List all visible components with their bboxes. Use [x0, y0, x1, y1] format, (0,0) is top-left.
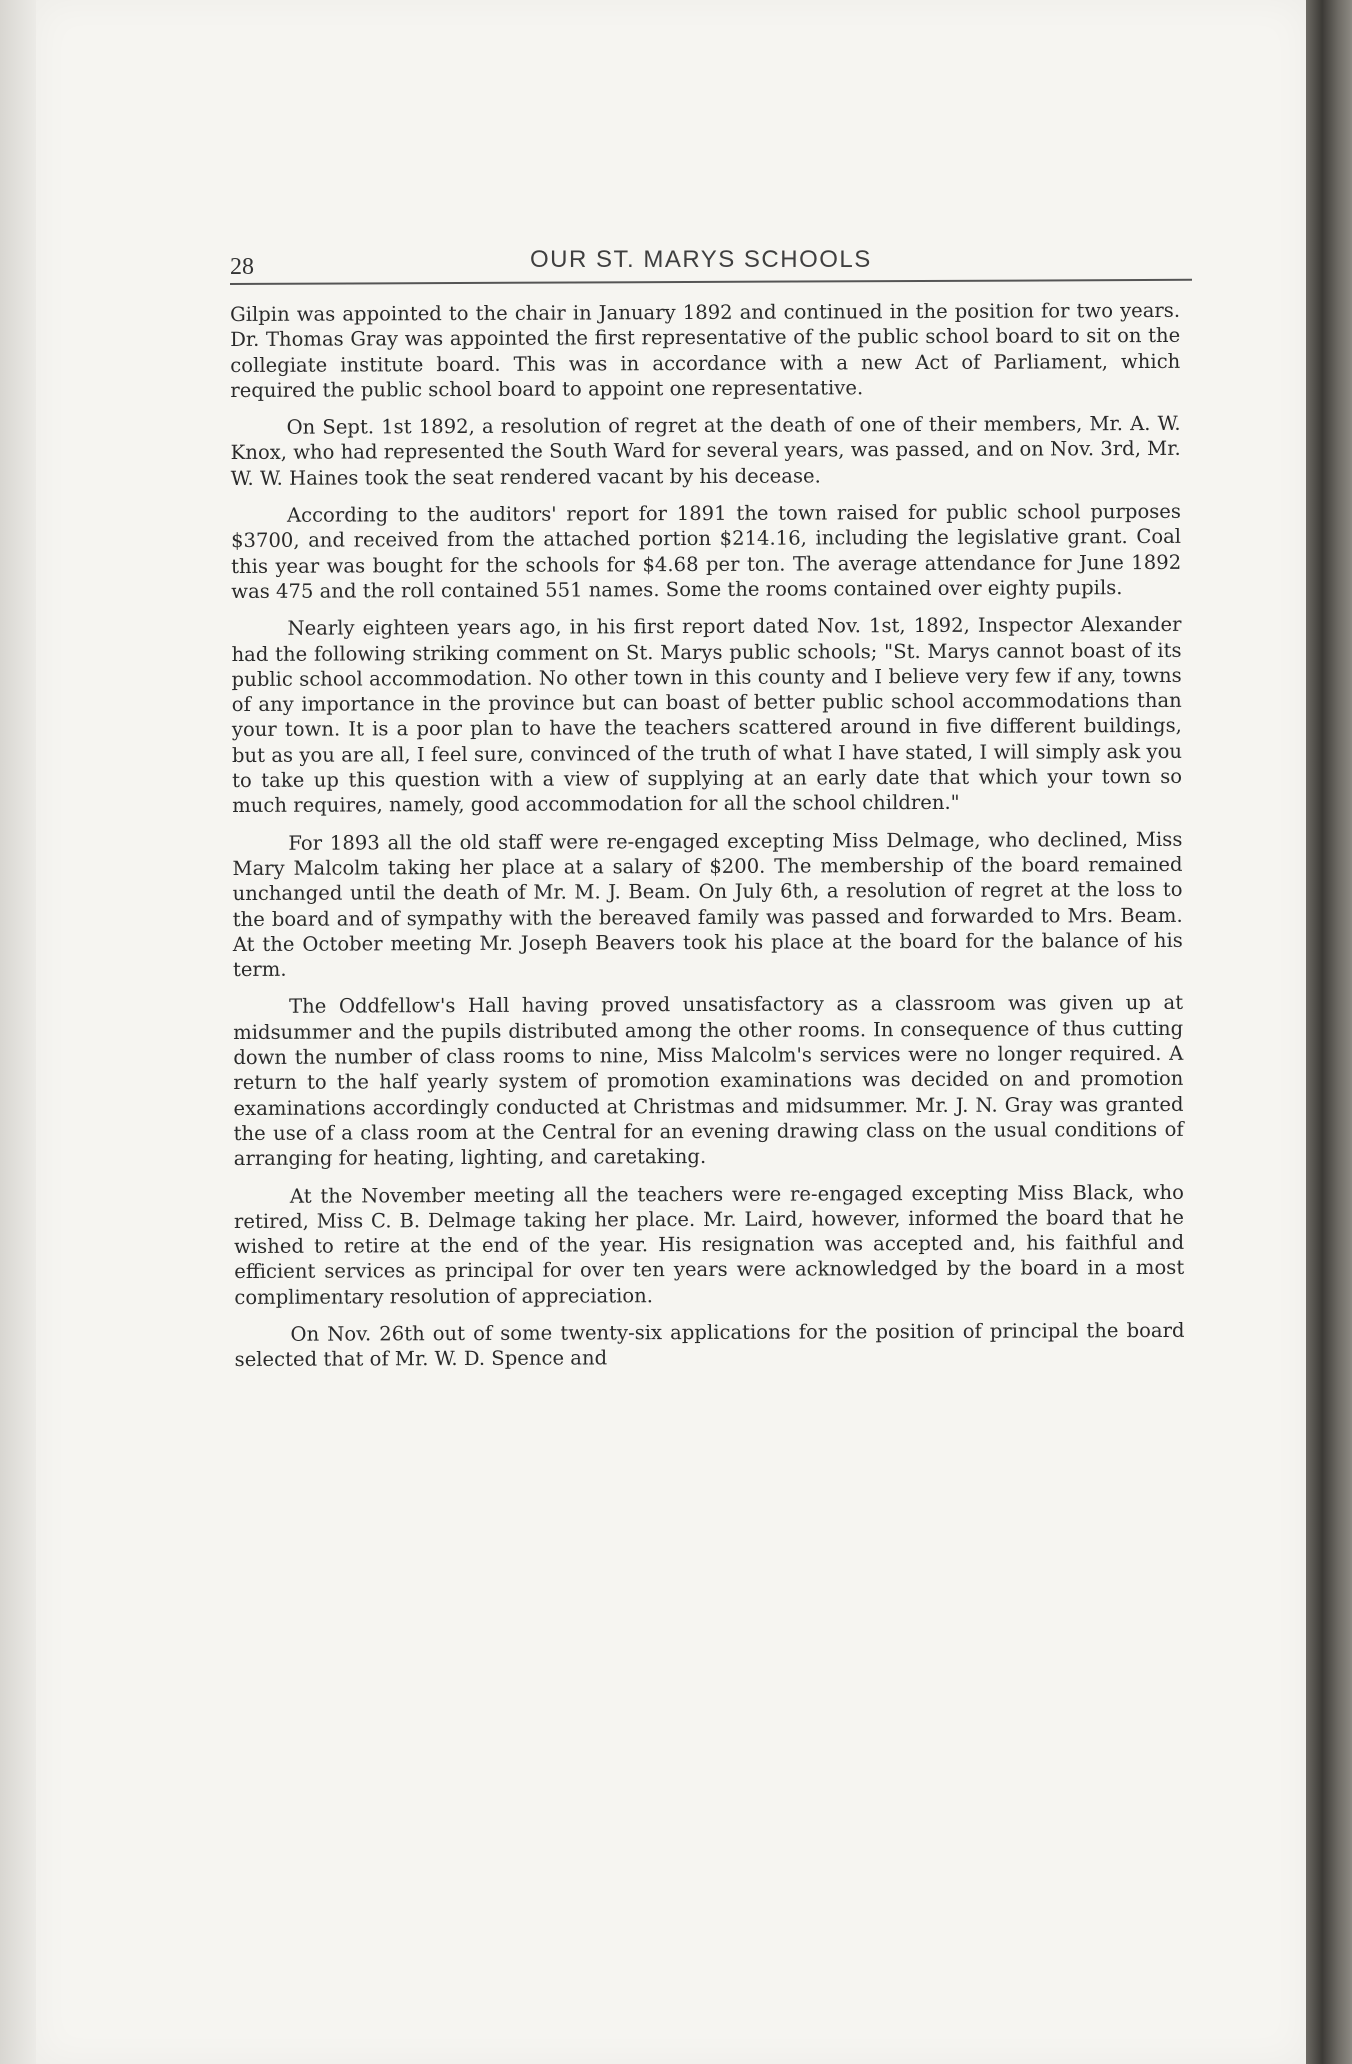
- paragraph: On Nov. 26th out of some twenty-six applications for the position of principal the board selected that of Mr. W. D. Spence and: [234, 1318, 1185, 1372]
- page-left-edge: [0, 0, 40, 2064]
- paragraph: On Sept. 1st 1892, a resolution of regret at the death of one of their members, Mr. A. W. Knox, who had represented the South Ward for several years, was passed, and on Nov. 3rd, Mr. W. W. Haines took the seat rendered vacant by his decease.: [230, 412, 1181, 490]
- paragraph: At the November meeting all the teachers were re-engaged excepting Miss Black, who retired, Miss C. B. Delmage taking her place. Mr. Laird, however, informed the board that he wished to retire at the end of the year. His resignation was accepted and, his faithful and efficient services as principal for over ten years were acknowledged by the board in a most complimentary resolution of appreciation.: [233, 1180, 1185, 1309]
- paragraph: Gilpin was appointed to the chair in January 1892 and continued in the position for two years. Dr. Thomas Gray was appointed the first representative of the public school board to sit on the collegiate institute board. This was in accordance with a new Act of Parliament, which required the public school board to appoint one representative.: [230, 298, 1181, 402]
- paragraph: For 1893 all the old staff were re-engaged excepting Miss Delmage, who declined, Miss Mary Malcolm taking her place at a salary of $200. The membership of the board remained unchanged until the death of Mr. M. J. Beam. On July 6th, a resolution of regret at the loss to the board and of sympathy with the bereaved family was passed and forwarded to Mrs. Beam. At the October meeting Mr. Joseph Beavers took his place at the board for the balance of his term.: [232, 827, 1183, 982]
- paragraph: Nearly eighteen years ago, in his first report dated Nov. 1st, 1892, Inspector Alexander had the following striking comment on St. Marys public schools; "St. Marys cannot boast of its public school accommodation. No other town in this county and I believe very few if any, towns of any importance in the province but can boast of better public school accommodations than your town. It is a poor plan to have the teachers scattered around in five different buildings, but as you are all, I feel sure, convinced of the truth of what I have stated, I will simply ask you to take up this question with a view of supplying at an early date that which your town so much requires, namely, good accommodation for all the school children.": [231, 613, 1183, 818]
- body-text: [230, 298, 1185, 1385]
- paragraph: The Oddfellow's Hall having proved unsatisfactory as a classroom was given up at midsummer and the pupils distributed among the other rooms. In consequence of thus cutting down the number of class rooms to nine, Miss Malcolm's services were no longer required. A return to the half yearly system of promotion examinations was decided on and promotion examinations accordingly conducted at Christmas and midsummer. Mr. J. N. Gray was granted the use of a class room at the Central for an evening drawing class on the usual conditions of arranging for heating, lighting, and caretaking.: [233, 991, 1184, 1171]
- running-head: OUR ST. MARYS SCHOOLS: [530, 246, 872, 273]
- paragraph: According to the auditors' report for 1891 the town raised for public school purposes $3700, and received from the attached portion $214.16, including the legislative grant. Coal this year was bought for the schools for $4.68 per ton. The average attendance for June 1892 was 475 and the roll contained 551 names. Some the rooms contained over eighty pupils.: [230, 499, 1182, 603]
- book-spine: [1306, 0, 1352, 2064]
- page-number: 28: [230, 254, 254, 280]
